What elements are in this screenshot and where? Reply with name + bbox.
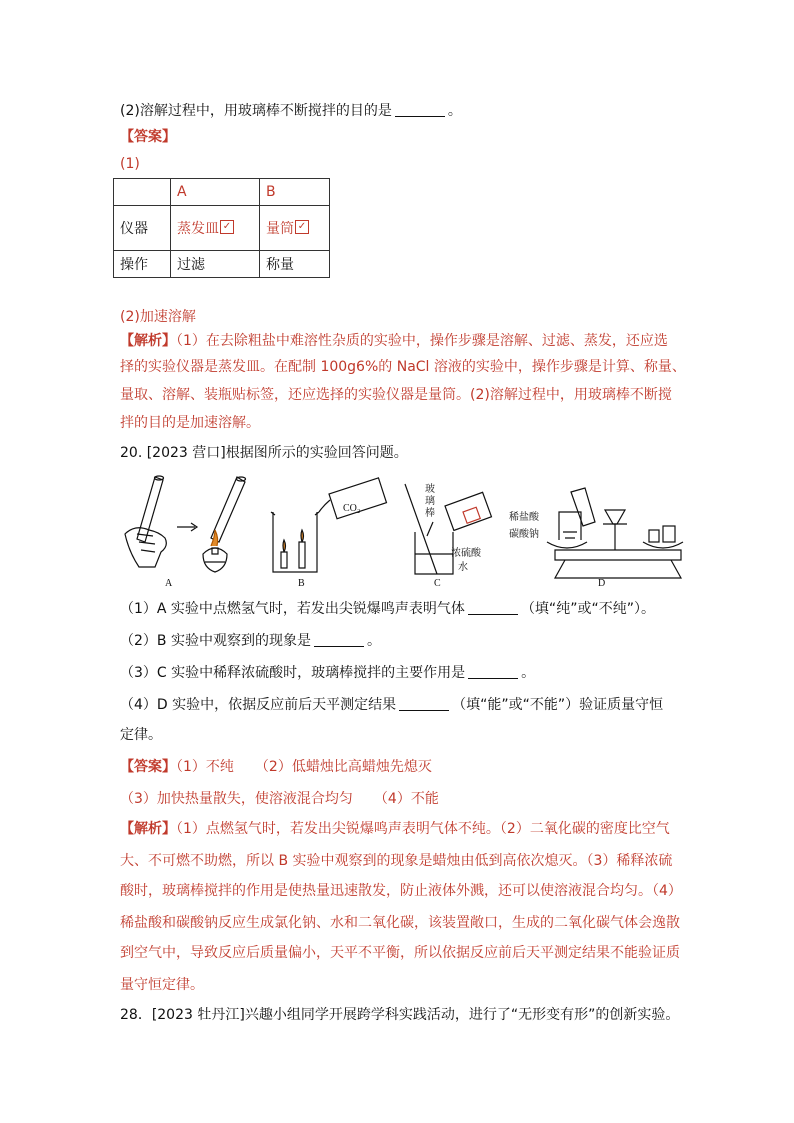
table-row xyxy=(114,251,330,278)
table-cell: A xyxy=(171,179,260,206)
q20-item: （1）A 实验中点燃氢气时，若发出尖锐爆鸣声表明气体 （填“纯”或“不纯”）。 xyxy=(120,601,655,617)
question-text: (2)溶解过程中，用玻璃棒不断搅拌的目的是 xyxy=(120,103,392,119)
q28-title: 28．[2023 牡丹江]兴趣小组同学开展跨学科实践活动，进行了“无形变有形”的创新实验。 xyxy=(120,1007,680,1023)
q20-analysis-line: 量守恒定律。 xyxy=(120,977,204,993)
q20-analysis-line: 大、不可燃不助燃，所以 B 实验中观察到的现象是蜡烛由低到高依次熄灭。（3）稀释浓硫 xyxy=(120,853,673,869)
analysis-line: 拌的目的是加速溶解。 xyxy=(120,415,260,431)
experiment-b-illustration xyxy=(271,478,386,572)
table-cell: 过滤 xyxy=(171,251,260,278)
answer-tag: 【答案】 xyxy=(120,129,176,145)
figure-label-a: A xyxy=(165,578,173,589)
q20-item-continuation: 定律。 xyxy=(120,727,162,743)
part1-label: (1) xyxy=(120,156,140,172)
table-row xyxy=(114,206,330,251)
table-cell xyxy=(114,179,171,206)
conc-acid-label: 浓硫酸 xyxy=(451,548,481,559)
glass-rod-label: 玻 璃 棒 xyxy=(425,484,435,519)
figure-label-c: C xyxy=(434,578,441,589)
table-cell: B xyxy=(260,179,330,206)
q20-item: （3）C 实验中稀释浓硫酸时，玻璃棒搅拌的主要作用是 。 xyxy=(120,665,536,681)
table-cell: 称量 xyxy=(260,251,330,278)
table-cell: 操作 xyxy=(114,251,171,278)
table-row xyxy=(114,179,330,206)
table-cell: 蒸发皿 ✓ xyxy=(171,206,260,251)
q20-item: （4）D 实验中，依据反应前后天平测定结果 （填“能”或“不能”）验证质量守恒 xyxy=(120,697,664,713)
question-part2-line: (2)溶解过程中，用玻璃棒不断搅拌的目的是 。 xyxy=(120,103,462,119)
q20-answer-line: 【答案】（1）不纯 （2）低蜡烛比高蜡烛先熄灭 xyxy=(120,759,432,775)
experiment-figure xyxy=(115,472,685,592)
q20-title: 20. [2023 营口]根据图所示的实验回答问题。 xyxy=(120,445,408,461)
q20-analysis-line: 【解析】（1）点燃氢气时，若发出尖锐爆鸣声表明气体不纯。（2）二氧化碳的密度比空气 xyxy=(120,821,670,837)
experiment-d-illustration xyxy=(547,488,683,578)
q20-answer-line: （3）加快热量散失，使溶液混合均匀 （4）不能 xyxy=(120,791,439,807)
analysis-line: 【解析】（1）在去除粗盐中难溶性杂质的实验中，操作步骤是溶解、过滤、蒸发，还应选 xyxy=(120,333,668,349)
q20-analysis-line: 稀盐酸和碳酸钠反应生成氯化钠、水和二氧化碳，该装置敞口，生成的二氧化碳气体会逸散 xyxy=(120,915,680,931)
experiment-c-illustration xyxy=(405,484,491,574)
answer-blank xyxy=(399,696,449,711)
dil-hcl-label: 稀盐酸 xyxy=(509,512,539,523)
answer-blank xyxy=(468,600,518,615)
figure-label-d: D xyxy=(598,578,606,589)
analysis-line: 择的实验仪器是蒸发皿。在配制 100g6%的 NaCl 溶液的实验中，操作步骤是计算、称量、 xyxy=(120,359,686,375)
table-cell: 量筒 ✓ xyxy=(260,206,330,251)
check-icon: ✓ xyxy=(220,220,234,234)
experiment-a-illustration xyxy=(125,476,246,572)
q20-analysis-line: 酸时，玻璃棒搅拌的作用是使热量迅速散发，防止液体外溅，还可以使溶液混合均匀。（4） xyxy=(120,883,682,899)
figure-label-b: B xyxy=(298,578,305,589)
na2co3-label: 碳酸钠 xyxy=(509,529,539,540)
table-cell: 仪器 xyxy=(114,206,171,251)
analysis-line: 量取、溶解、装瓶贴标签，还应选择的实验仪器是量筒。(2)溶解过程中，用玻璃棒不断搅 xyxy=(120,387,672,403)
co2-label: CO₂ xyxy=(343,503,361,514)
q20-item: （2）B 实验中观察到的现象是 。 xyxy=(120,633,381,649)
answer-table xyxy=(113,178,330,278)
answer-blank xyxy=(468,664,518,679)
answer-blank xyxy=(314,632,364,647)
check-icon: ✓ xyxy=(295,220,309,234)
part2-answer: (2)加速溶解 xyxy=(120,309,196,325)
q20-analysis-line: 到空气中，导致反应后质量偏小，天平不平衡，所以依据反应前后天平测定结果不能验证质 xyxy=(120,945,680,961)
answer-blank xyxy=(395,102,445,117)
water-label: 水 xyxy=(458,562,468,573)
